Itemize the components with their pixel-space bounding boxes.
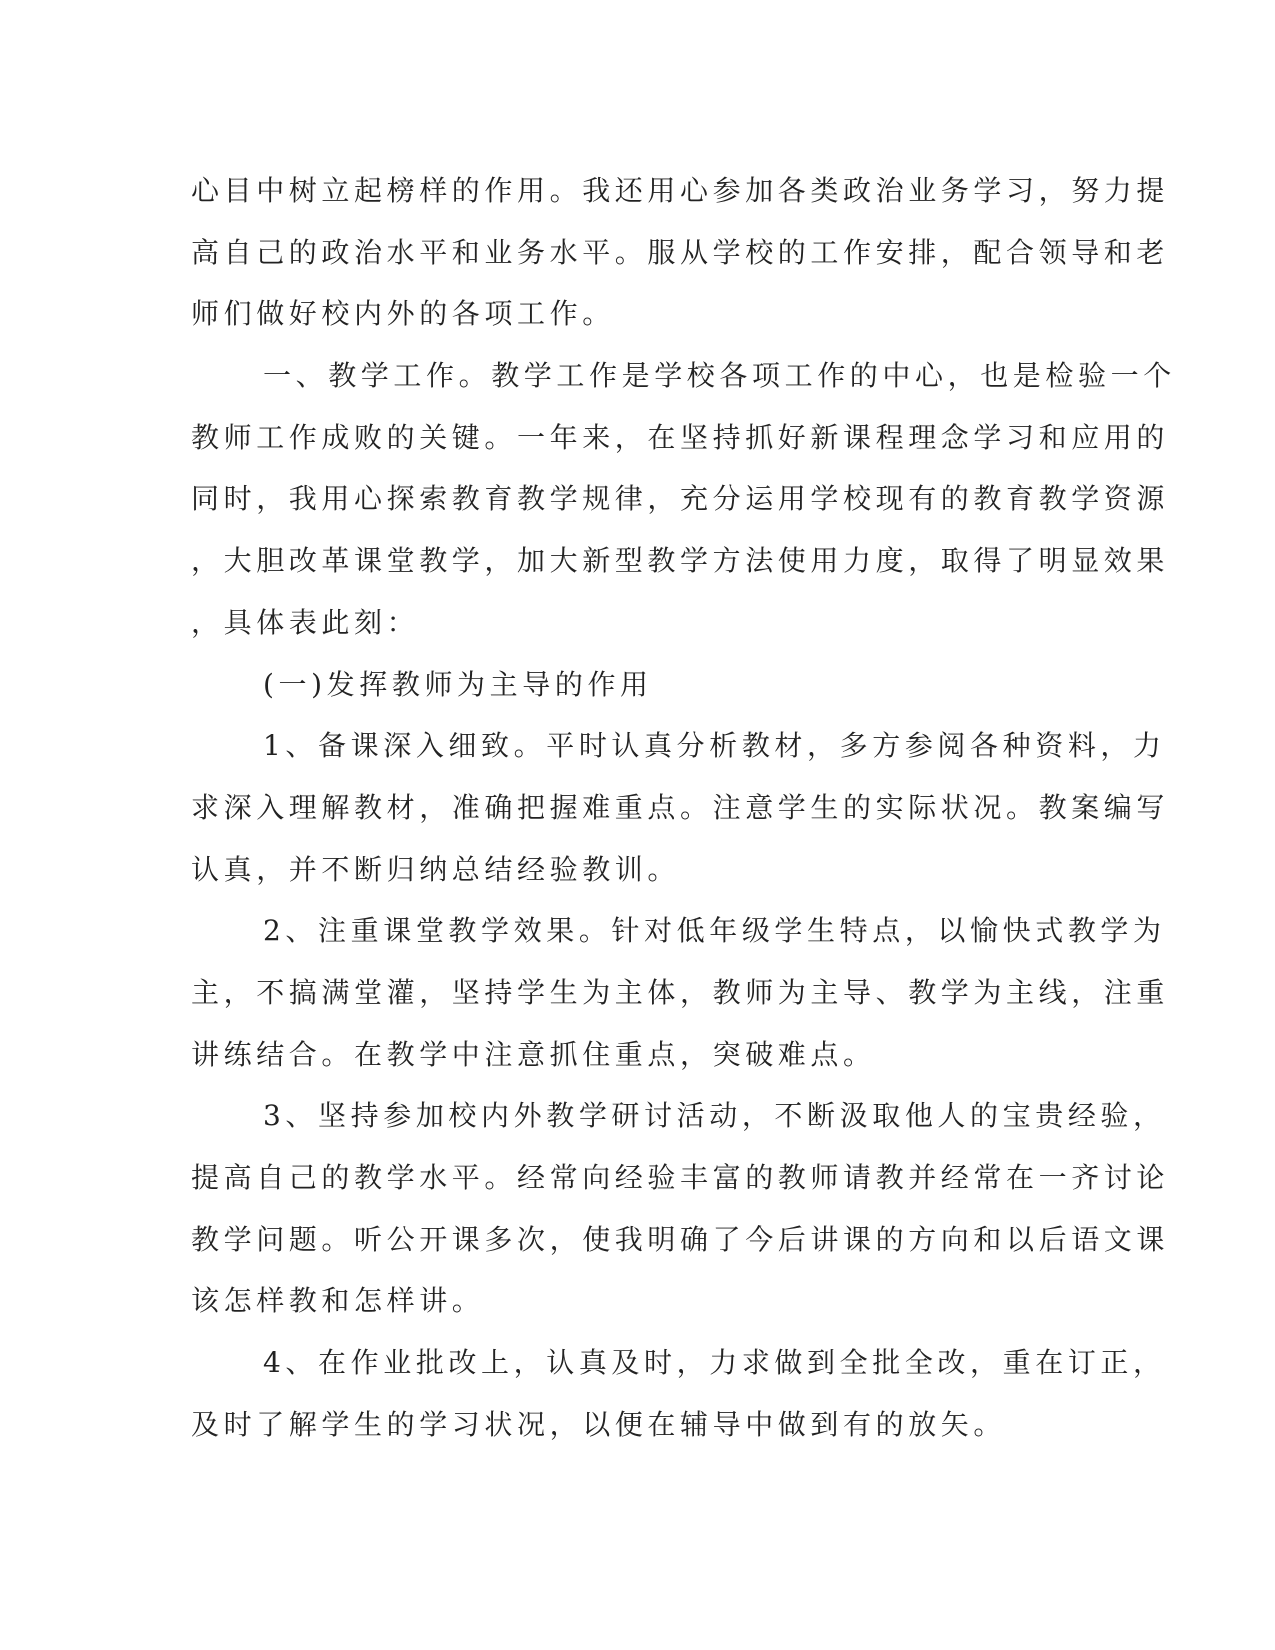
text-line: 教学问题。听公开课多次，使我明确了今后讲课的方向和以后语文课 <box>191 1222 1170 1256</box>
text-line: 及时了解学生的学习状况，以便在辅导中做到有的放矢。 <box>191 1407 1007 1441</box>
text-line: 一、教学工作。教学工作是学校各项工作的中心，也是检验一个 <box>263 359 1176 393</box>
text-line: 1、备课深入细致。平时认真分析教材，多方参阅各种资料，力 <box>263 729 1166 763</box>
document-body <box>191 160 1176 1455</box>
section-heading: (一)发挥教师为主导的作用 <box>263 667 653 701</box>
text-line: ，大胆改革课堂教学，加大新型教学方法使用力度，取得了明显效果 <box>191 544 1170 578</box>
text-line: 同时，我用心探索教育教学规律，充分运用学校现有的教育教学资源 <box>191 482 1170 516</box>
text-line: 教师工作成败的关键。一年来，在坚持抓好新课程理念学习和应用的 <box>191 420 1170 454</box>
text-line: 主，不搞满堂灌，坚持学生为主体，教师为主导、教学为主线，注重 <box>191 975 1170 1009</box>
text-line: 该怎样教和怎样讲。 <box>191 1284 485 1318</box>
text-line: 4、在作业批改上，认真及时，力求做到全批全改，重在订正， <box>263 1346 1166 1380</box>
text-line: 认真，并不断归纳总结经验教训。 <box>191 852 681 886</box>
text-line: 3、坚持参加校内外教学研讨活动，不断汲取他人的宝贵经验， <box>263 1099 1166 1133</box>
text-line: ，具体表此刻： <box>191 605 420 639</box>
text-line: 提高自己的教学水平。经常向经验丰富的教师请教并经常在一齐讨论 <box>191 1161 1170 1194</box>
text-line: 求深入理解教材，准确把握难重点。注意学生的实际状况。教案编写 <box>191 790 1170 824</box>
text-line: 师们做好校内外的各项工作。 <box>191 297 615 331</box>
text-line: 2、注重课堂教学效果。针对低年级学生特点，以愉快式教学为 <box>263 914 1166 948</box>
text-line: 高自己的政治水平和业务水平。服从学校的工作安排，配合领导和老 <box>191 235 1170 269</box>
text-line: 心目中树立起榜样的作用。我还用心参加各类政治业务学习，努力提 <box>191 174 1170 207</box>
text-line: 讲练结合。在教学中注意抓住重点，突破难点。 <box>191 1037 876 1071</box>
